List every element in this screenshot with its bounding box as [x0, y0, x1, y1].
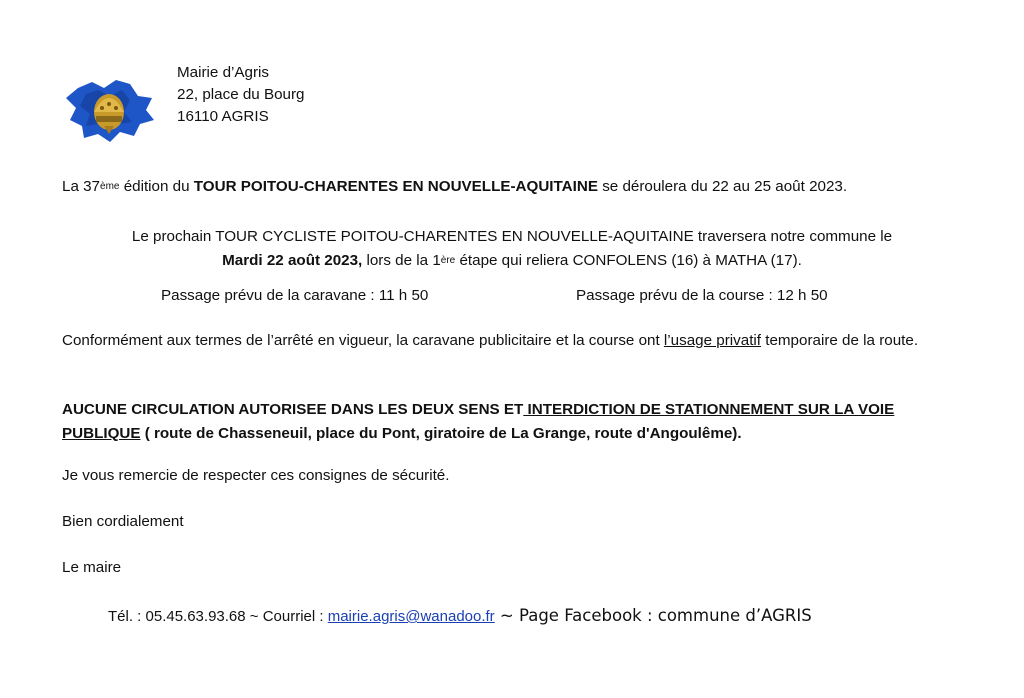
- traffic-warning: [62, 398, 974, 446]
- footer-phone: Tél. : 05.45.63.93.68 ~ Courriel :: [108, 608, 328, 625]
- address-line-2: 22, place du Bourg: [177, 86, 305, 103]
- footer-contact: [108, 606, 812, 625]
- warning-no-parking: INTERDICTION DE STATIONNEMENT SUR LA VOIE PUBLIQUE: [62, 401, 895, 442]
- intro-superscript: ème: [100, 181, 120, 192]
- signature: Le maire: [62, 559, 122, 576]
- passage-text-mid: lors de la 1: [362, 252, 441, 269]
- stage-superscript: ère: [440, 255, 456, 266]
- warning-roads: ( route de Chasseneuil, place du Pont, giratoire de La Grange, route d'Angoulême).: [140, 425, 742, 442]
- race-date: Mardi 22 août 2023,: [222, 252, 363, 269]
- regulation-text-start: Conformément aux termes de l’arrêté en vigueur, la caravane publicitaire et la course ont: [62, 332, 664, 349]
- tour-name: TOUR POITOU-CHARENTES EN NOUVELLE-AQUITAINE: [193, 178, 598, 195]
- warning-no-traffic: AUCUNE CIRCULATION AUTORISEE DANS LES DEUX SENS ET: [62, 401, 524, 418]
- closing-text: Bien cordialement: [62, 513, 184, 530]
- address-line-1: Mairie d’Agris: [177, 64, 269, 81]
- regulation-paragraph: [62, 329, 974, 353]
- caravane-time: Passage prévu de la caravane : 11 h 50: [161, 287, 429, 304]
- thanks-paragraph: Je vous remercie de respecter ces consignes de sécurité.: [62, 467, 450, 484]
- commune-logo-icon: [64, 74, 158, 148]
- passage-line-1: Le prochain TOUR CYCLISTE POITOU-CHARENTES EN NOUVELLE-AQUITAINE traversera notre commune le: [131, 228, 893, 245]
- regulation-underlined: l’usage privatif: [663, 332, 762, 349]
- passage-text-end: étape qui reliera CONFOLENS (16) à MATHA (17).: [455, 252, 802, 269]
- address-line-3: 16110 AGRIS: [177, 108, 269, 125]
- sender-address: [177, 62, 305, 128]
- intro-text-mid: édition du: [119, 178, 194, 195]
- passage-line-2: [0, 252, 1024, 269]
- intro-text-end: se déroulera du 22 au 25 août 2023.: [597, 178, 848, 195]
- email-link[interactable]: mairie.agris@wanadoo.fr: [327, 608, 495, 625]
- intro-paragraph: [62, 178, 847, 195]
- footer-facebook: ~ Page Facebook : commune d’AGRIS: [494, 606, 812, 625]
- course-time: Passage prévu de la course : 12 h 50: [576, 287, 828, 304]
- regulation-text-end: temporaire de la route.: [761, 332, 919, 349]
- intro-text-start: La 37: [62, 178, 101, 195]
